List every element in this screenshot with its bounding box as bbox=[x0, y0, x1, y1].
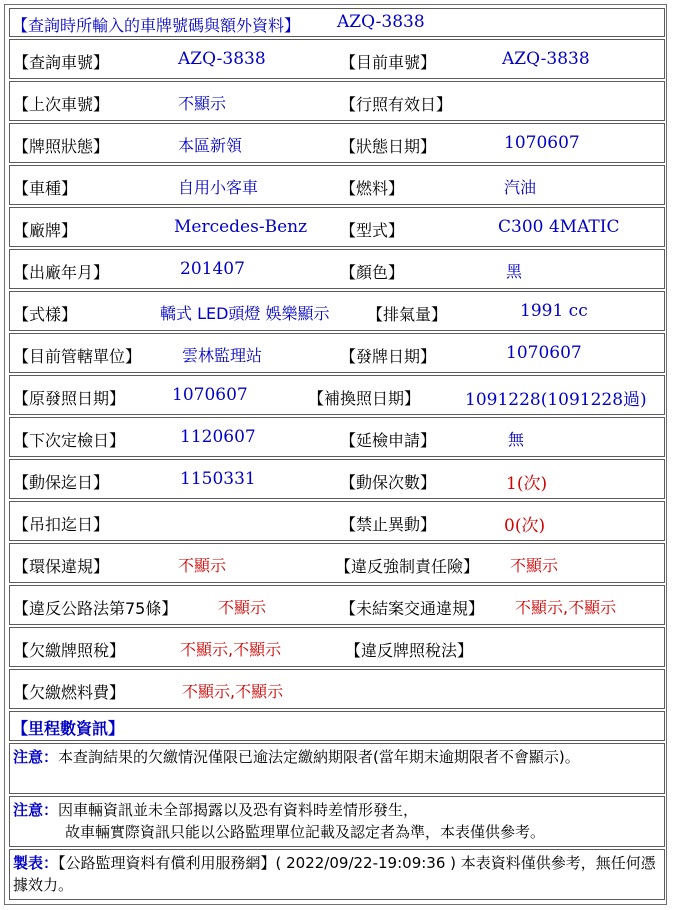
label-brand: 【廠牌】 bbox=[13, 221, 78, 240]
value-unpaid-fuel-fee: 不顯示,不顯示 bbox=[182, 682, 284, 701]
row-suspension-date bbox=[9, 501, 665, 541]
label-previous-plate: 【上次車號】 bbox=[13, 95, 110, 114]
note-1-body: 本查詢結果的欠繳情況僅限已逾法定繳納期限者(當年期末逾期限者不會顯示)。 bbox=[58, 748, 580, 766]
value-manufacture-date: 201407 bbox=[180, 259, 245, 279]
row-unpaid-fuel-fee bbox=[9, 669, 665, 709]
value-original-issue-date: 1070607 bbox=[172, 385, 248, 405]
label-jurisdiction: 【目前管轄單位】 bbox=[13, 347, 142, 366]
value-fuel: 汽油 bbox=[504, 178, 537, 197]
label-displacement: 【排氣量】 bbox=[367, 305, 448, 324]
value-chattel-mortgage-date: 1150331 bbox=[180, 469, 256, 489]
label-plate-status: 【牌照狀態】 bbox=[13, 137, 110, 156]
value-next-inspection: 1120607 bbox=[180, 427, 256, 447]
row-chattel-mortgage-date bbox=[9, 459, 665, 499]
note-2-label: 注意： bbox=[13, 801, 59, 819]
value-unpaid-license-tax: 不顯示,不顯示 bbox=[180, 640, 282, 659]
value-inspection-extension: 無 bbox=[508, 430, 525, 449]
title-plate: AZQ-3838 bbox=[337, 12, 425, 32]
value-color: 黑 bbox=[506, 262, 523, 281]
label-next-inspection: 【下次定檢日】 bbox=[13, 431, 126, 450]
value-model: C300 4MATIC bbox=[498, 217, 620, 237]
value-vehicle-type: 自用小客車 bbox=[178, 178, 259, 197]
label-current-plate: 【目前車號】 bbox=[340, 53, 437, 72]
label-unpaid-fuel-fee: 【欠繳燃料費】 bbox=[13, 683, 126, 702]
note-1-text bbox=[13, 746, 660, 768]
value-jurisdiction: 雲林監理站 bbox=[182, 346, 263, 365]
label-model: 【型式】 bbox=[340, 221, 405, 240]
value-compulsory-insurance-violation: 不顯示 bbox=[510, 556, 559, 575]
label-environmental-violation: 【環保違規】 bbox=[13, 557, 110, 576]
label-plate-issue-date: 【發牌日期】 bbox=[340, 347, 437, 366]
value-previous-plate: 不顯示 bbox=[178, 94, 227, 113]
value-body-style: 轎式 LED頭燈 娛樂顯示 bbox=[160, 304, 330, 323]
note-2-line-1: 因車輛資訊並未全部揭露以及恐有資料時差情形發生， bbox=[58, 801, 419, 819]
label-query-plate: 【查詢車號】 bbox=[13, 53, 110, 72]
value-plate-status: 本區新領 bbox=[178, 136, 243, 155]
label-body-style: 【式樣】 bbox=[13, 305, 78, 324]
title-row bbox=[9, 8, 665, 37]
value-transfer-prohibition: 0(次) bbox=[504, 516, 546, 536]
row-jurisdiction bbox=[9, 333, 665, 373]
row-query-plate bbox=[9, 39, 665, 79]
label-compulsory-insurance-violation: 【違反強制責任險】 bbox=[335, 557, 480, 576]
row-previous-plate bbox=[9, 81, 665, 121]
value-replacement-date: 1091228(1091228過) bbox=[465, 390, 647, 410]
row-original-issue-date bbox=[9, 375, 665, 415]
label-unsettled-traffic-violation: 【未結案交通違規】 bbox=[340, 599, 485, 618]
label-original-issue-date: 【原發照日期】 bbox=[13, 389, 126, 408]
label-manufacture-date: 【出廠年月】 bbox=[13, 263, 110, 282]
value-status-date: 1070607 bbox=[504, 133, 580, 153]
value-chattel-mortgage-count: 1(次) bbox=[506, 474, 548, 494]
label-inspection-extension: 【延檢申請】 bbox=[340, 431, 437, 450]
label-highway-act-violation: 【違反公路法第75條】 bbox=[13, 599, 178, 618]
row-body-style bbox=[9, 291, 665, 331]
note-2-text bbox=[13, 799, 660, 843]
footer-label: 製表： bbox=[13, 854, 59, 872]
label-unpaid-license-tax: 【欠繳牌照稅】 bbox=[13, 641, 126, 660]
mileage-title: 【里程數資訊】 bbox=[12, 719, 125, 738]
value-environmental-violation: 不顯示 bbox=[178, 556, 227, 575]
label-color: 【顏色】 bbox=[340, 263, 405, 282]
mileage-section bbox=[9, 711, 665, 741]
row-environmental-violation bbox=[9, 543, 665, 583]
value-unsettled-traffic-violation: 不顯示,不顯示 bbox=[515, 598, 617, 617]
note-1-label: 注意： bbox=[13, 748, 59, 766]
footer-text bbox=[13, 852, 660, 896]
label-replacement-date: 【補換照日期】 bbox=[308, 389, 421, 408]
label-fuel: 【燃料】 bbox=[340, 179, 405, 198]
value-brand: Mercedes-Benz bbox=[174, 217, 308, 237]
note-1 bbox=[9, 743, 665, 794]
value-displacement: 1991 cc bbox=[520, 301, 588, 321]
value-current-plate: AZQ-3838 bbox=[502, 49, 590, 69]
value-query-plate: AZQ-3838 bbox=[178, 49, 266, 69]
label-suspension-date: 【吊扣迄日】 bbox=[13, 515, 110, 534]
label-status-date: 【狀態日期】 bbox=[340, 137, 437, 156]
row-unpaid-license-tax bbox=[9, 627, 665, 667]
label-vehicle-type: 【車種】 bbox=[13, 179, 78, 198]
footer-body: 【公路監理資料有償利用服務網】( 2022/09/22-19:09:36 ) 本表資料僅供參考，無任何憑據效力。 bbox=[13, 854, 656, 894]
note-2-line-2: 故車輛實際資訊只能以公路監理單位記載及認定者為準，本表僅供參考。 bbox=[65, 823, 546, 841]
value-plate-issue-date: 1070607 bbox=[506, 343, 582, 363]
row-next-inspection bbox=[9, 417, 665, 457]
value-highway-act-violation: 不顯示 bbox=[218, 598, 267, 617]
label-license-tax-violation: 【違反牌照稅法】 bbox=[345, 641, 474, 660]
label-chattel-mortgage-count: 【動保次數】 bbox=[340, 473, 437, 492]
row-highway-act-violation bbox=[9, 585, 665, 625]
label-license-valid-date: 【行照有效日】 bbox=[340, 95, 453, 114]
note-2 bbox=[9, 796, 665, 847]
label-transfer-prohibition: 【禁止異動】 bbox=[340, 515, 437, 534]
footer bbox=[9, 849, 665, 900]
row-vehicle-type bbox=[9, 165, 665, 205]
row-manufacture-date bbox=[9, 249, 665, 289]
label-chattel-mortgage-date: 【動保迄日】 bbox=[13, 473, 110, 492]
row-plate-status bbox=[9, 123, 665, 163]
row-brand bbox=[9, 207, 665, 247]
title-label: 【查詢時所輸入的車牌號碼與額外資料】 bbox=[12, 16, 301, 35]
